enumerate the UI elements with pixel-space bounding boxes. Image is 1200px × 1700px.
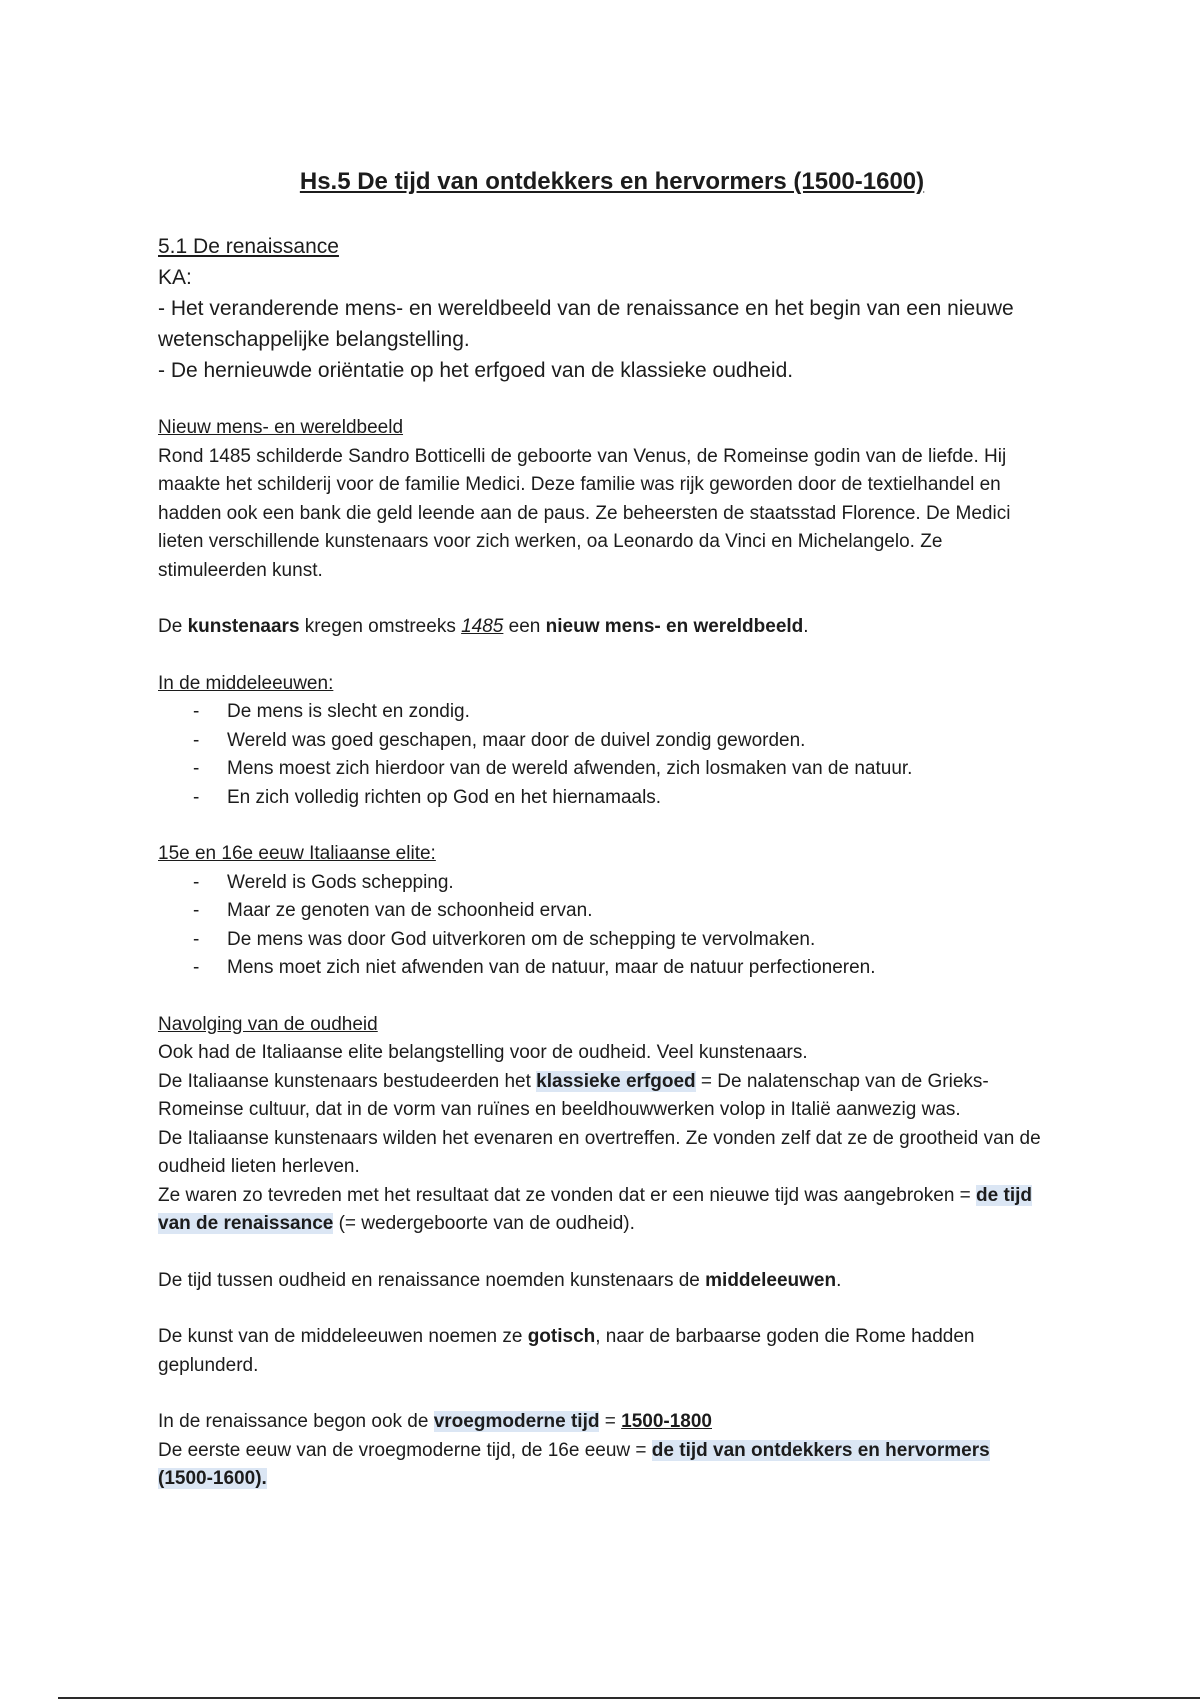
bold-gotisch: gotisch (527, 1326, 596, 1347)
sentence-gotisch: De kunst van de middeleeuwen noemen ze gotisch, naar de barbaarse goden die Rome hadden geplunderd. (158, 1326, 975, 1376)
highlight-tijd-renaissance: de tijd van de renaissance (158, 1184, 1032, 1234)
section-heading-mensbeeld: Nieuw mens- en wereldbeeld (158, 417, 404, 438)
paragraph-botticelli: Rond 1485 schilderde Sandro Botticelli de geboorte van Venus, de Romeinse godin van de liefde. Hij maakte het schilderij voor de familie Medici. Deze familie was rijk geworden door de textielhandel en hadden ook een bank die geld leende aan de paus. Ze beheersten de staatsstad Florence. De Medici lieten verschillende kunstenaars voor zich werken, oa Leonardo da Vinci en Michelangelo. Ze stimuleerden kunst. (158, 445, 1011, 581)
document-page (158, 168, 1048, 1494)
section-renaissance (158, 231, 1048, 386)
list-middeleeuwen (158, 698, 1048, 812)
list-heading-elite: 15e en 16e eeuw Italiaanse elite: (158, 843, 436, 864)
highlight-vroegmoderne-tijd: vroegmoderne tijd (433, 1411, 600, 1432)
ka-label: KA: (158, 266, 192, 289)
ka-line-1: - Het veranderende mens- en wereldbeeld van de renaissance en het begin van een nieuwe wetenschappelijke belangstelling. (158, 297, 1014, 351)
bold-kunstenaars: kunstenaars (187, 616, 300, 637)
sentence-eerste-eeuw: De eerste eeuw van de vroegmoderne tijd, de 16e eeuw = de tijd van ontdekkers en hervormers (1500-1600). (158, 1439, 990, 1489)
document-title: Hs.5 De tijd van ontdekkers en hervormers (1500-1600) (299, 168, 925, 195)
list-item: - Wereld is Gods schepping. (193, 871, 454, 893)
list-item: - Maar ze genoten van de schoonheid ervan. (193, 900, 593, 921)
list-item: - De mens was door God uitverkoren om de schepping te vervolmaken. (193, 928, 816, 950)
list-item: - En zich volledig richten op God en het hiernamaals. (193, 786, 662, 808)
section-heading-navolging: Navolging van de oudheid (158, 1013, 378, 1035)
years-1500-1800: 1500-1800 (621, 1411, 712, 1432)
highlight-ontdekkers-hervormers: de tijd van ontdekkers en hervormers (1500-1600). (158, 1439, 990, 1489)
list-item: - Mens moet zich niet afwenden van de natuur, maar de natuur perfectioneren. (193, 957, 876, 978)
sentence-vroegmodern: In de renaissance begon ook de vroegmoderne tijd = 1500-1800 (158, 1411, 712, 1432)
page-bottom-rule (58, 1697, 1200, 1699)
list-item: - Wereld was goed geschapen, maar door de duivel zondig geworden. (193, 729, 806, 751)
year-1485: 1485 (461, 616, 504, 637)
list-item: - Mens moest zich hierdoor van de wereld afwenden, zich losmaken van de natuur. (193, 758, 913, 779)
sentence-kunstenaars: De kunstenaars kregen omstreeks 1485 een nieuw mens- en wereldbeeld. (158, 616, 809, 637)
bold-wereldbeeld: nieuw mens- en wereldbeeld (545, 616, 804, 637)
navolging-paragraph-renaissance: Ze waren zo tevreden met het resultaat dat ze vonden dat er een nieuwe tijd was aangebroken = de tijd van de renaissance (= wedergeboorte van de oudheid). (158, 1184, 1032, 1234)
section-heading-renaissance: 5.1 De renaissance (158, 235, 339, 258)
list-heading-middeleeuwen: In de middeleeuwen: (158, 672, 334, 694)
navolging-line-1: Ook had de Italiaanse elite belangstelling voor de oudheid. Veel kunstenaars. (158, 1042, 808, 1063)
bold-middeleeuwen: middeleeuwen (705, 1269, 837, 1291)
list-item: - De mens is slecht en zondig. (193, 701, 470, 722)
navolging-paragraph-erfgoed: De Italiaanse kunstenaars bestudeerden het klassieke erfgoed = De nalatenschap van de Grieks-Romeinse cultuur, dat in de vorm van ruïnes en beeldhouwwerken volop in Italië aanwezig was. (158, 1070, 989, 1120)
navolging-paragraph-evenaren: De Italiaanse kunstenaars wilden het evenaren en overtreffen. Ze vonden zelf dat ze de grootheid van de oudheid lieten herleven. (158, 1127, 1041, 1177)
highlight-klassieke-erfgoed: klassieke erfgoed (536, 1070, 696, 1092)
list-elite (158, 869, 1048, 983)
sentence-middeleeuwen: De tijd tussen oudheid en renaissance noemden kunstenaars de middeleeuwen. (158, 1269, 842, 1291)
ka-line-2: - De hernieuwde oriëntatie op het erfgoed van de klassieke oudheid. (158, 359, 794, 382)
section-mensbeeld (158, 414, 1048, 1494)
